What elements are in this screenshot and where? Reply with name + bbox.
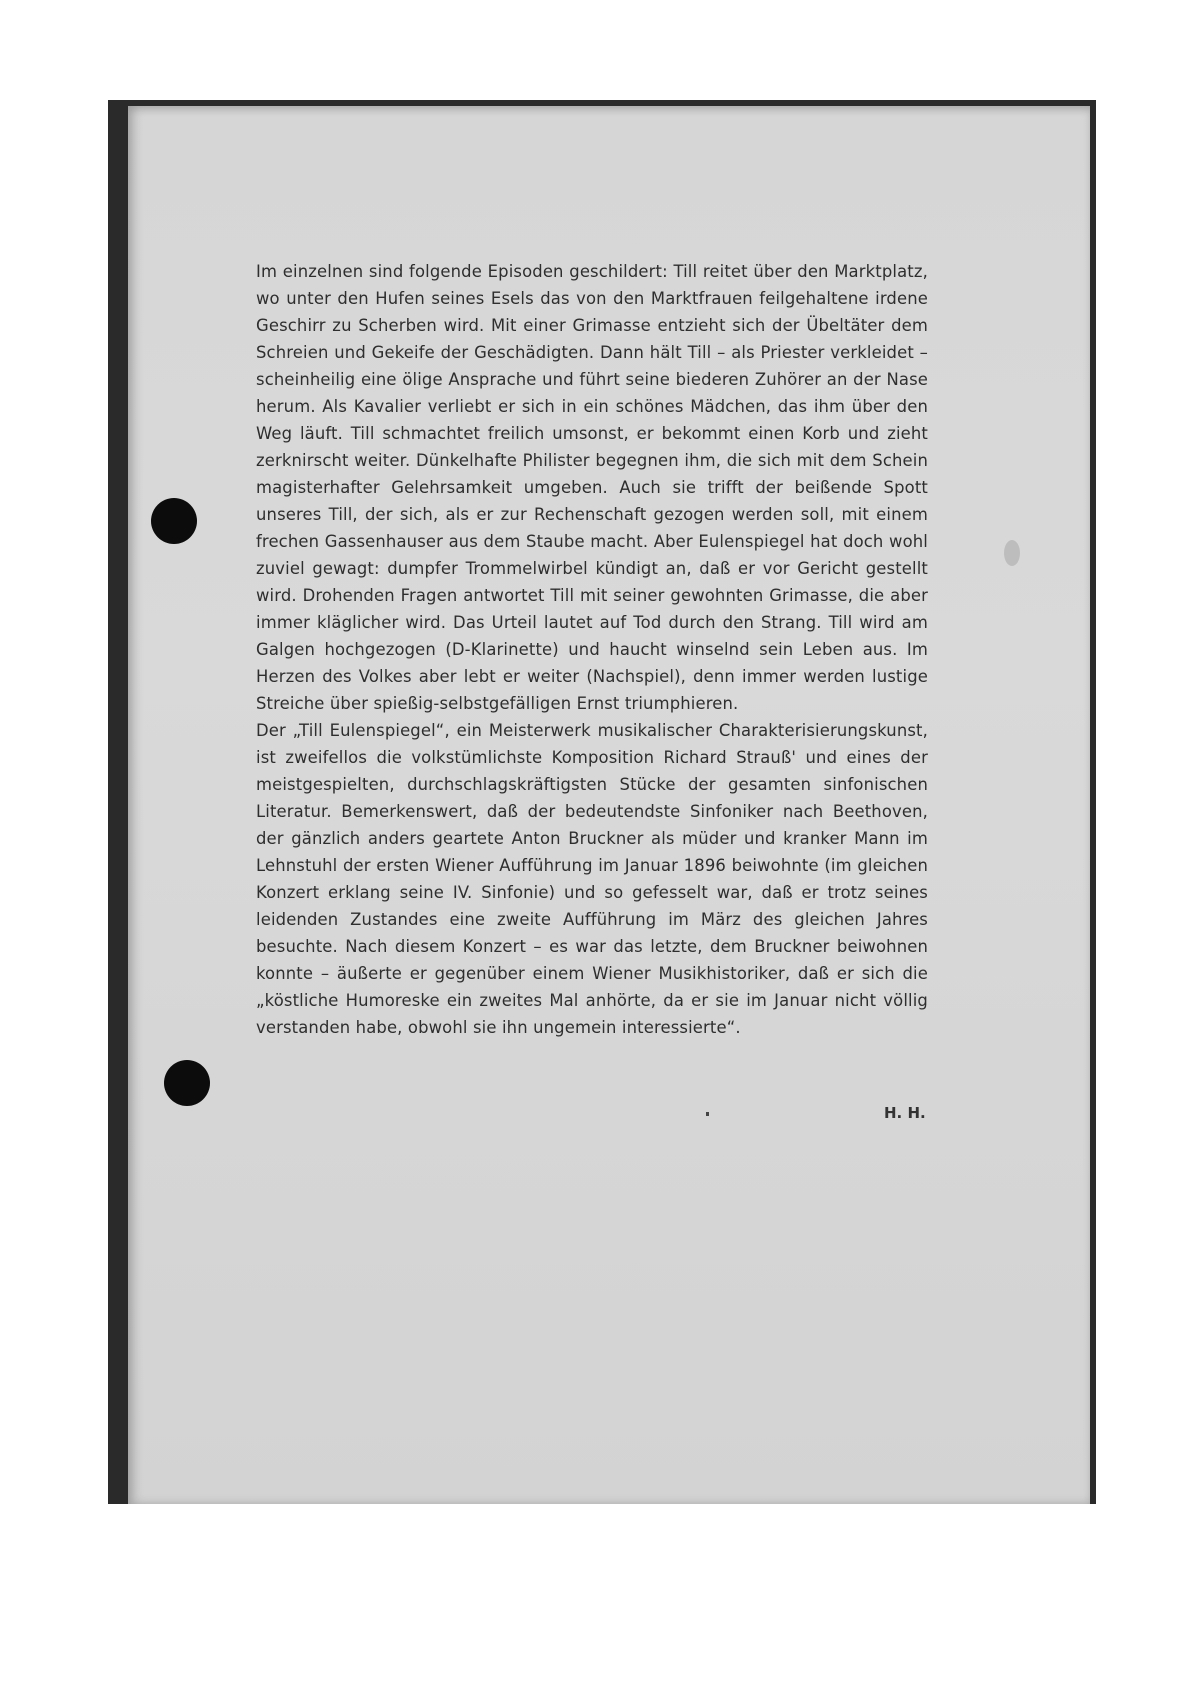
- author-initials: H. H.: [884, 1104, 926, 1122]
- punch-hole-bottom: [164, 1060, 210, 1106]
- stray-mark: [706, 1112, 709, 1116]
- punch-hole-top: [151, 498, 197, 544]
- paragraph-till-eulenspiegel: Der „Till Eulenspiegel“, ein Meisterwerk musikalischer Charakterisierungskunst, ist zweifellos die volkstümlichste Komposition Richard Strauß' und eines der meistgespielten, durchschlagskräftigsten Stücke der gesamten sinfonischen Literatur. Bemerkenswert, daß der bedeutendste Sinfoniker nach Beethoven, der gänzlich anders geartete Anton Bruckner als müder und kranker Mann im Lehnstuhl der ersten Wiener Aufführung im Januar 1896 beiwohnte (im gleichen Konzert erklang seine IV. Sinfonie) und so gefesselt war, daß er trotz seines leidenden Zustandes eine zweite Aufführung im März des gleichen Jahres besuchte. Nach diesem Konzert – es war das letzte, dem Bruckner beiwohnen konnte – äußerte er gegenüber einem Wiener Musikhistoriker, daß er sich die „köstliche Humoreske ein zweites Mal anhörte, da er sie im Januar nicht völlig verstanden habe, obwohl sie ihn ungemein interessierte“.: [256, 721, 928, 1037]
- paragraph-episodes: Im einzelnen sind folgende Episoden geschildert: Till reitet über den Marktplatz, wo unter den Hufen seines Esels das von den Marktfrauen feilgehaltene irdene Geschirr zu Scherben wird. Mit einer Grimasse entzieht sich der Übeltäter dem Schreien und Gekeife der Geschädigten. Dann hält Till – als Priester verkleidet – scheinheilig eine ölige Ansprache und führt seine biederen Zuhörer an der Nase herum. Als Kavalier verliebt er sich in ein schönes Mädchen, das ihm über den Weg läuft. Till schmachtet freilich umsonst, er bekommt einen Korb und zieht zerknirscht weiter. Dünkelhafte Philister begegnen ihm, die sich mit dem Schein magisterhafter Gelehrsamkeit umgeben. Auch sie trifft der beißende Spott unseres Till, der sich, als er zur Rechenschaft gezogen werden soll, mit einem frechen Gassenhauser aus dem Staube macht. Aber Eulenspiegel hat doch wohl zuviel gewagt: dumpfer Trommelwirbel kündigt an, daß er vor Gericht gestellt wird. Drohenden Fragen antwortet Till mit seiner gewohnten Grimasse, die aber immer kläglicher wird. Das Urteil lautet auf Tod durch den Strang. Till wird am Galgen hochgezogen (D-Klarinette) und haucht winselnd sein Leben aus. Im Herzen des Volkes aber lebt er weiter (Nachspiel), denn immer werden lustige Streiche über spießig-selbstgefälligen Ernst triumphieren.: [256, 262, 928, 713]
- paper-smudge: [1004, 540, 1020, 566]
- body-text: [256, 258, 928, 1041]
